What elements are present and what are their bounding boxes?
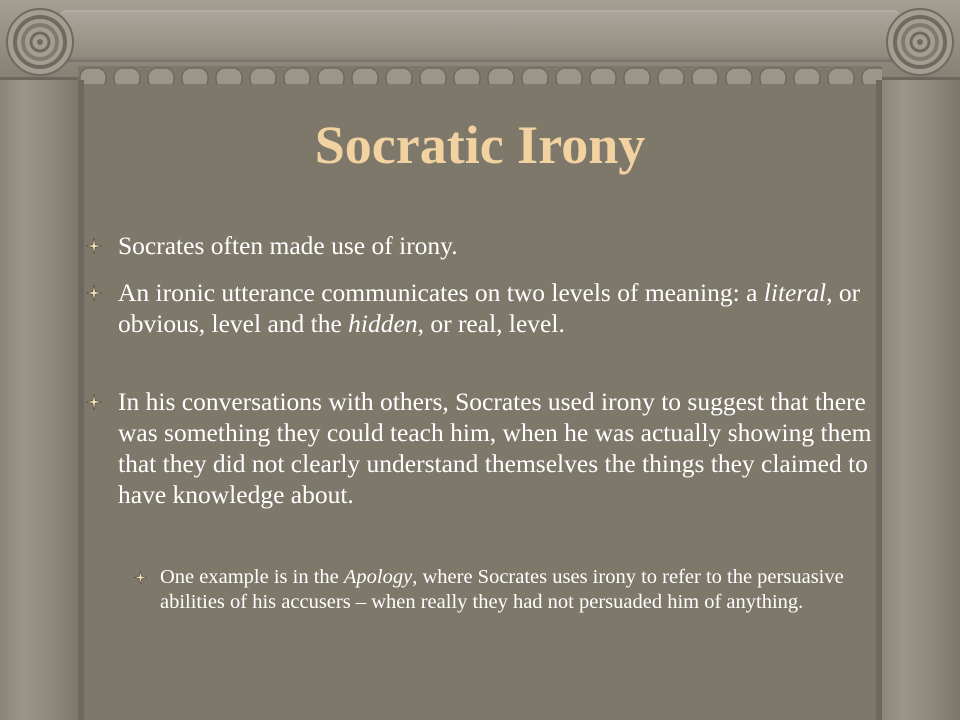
bullet-item	[118, 230, 888, 261]
italic-term-hidden: hidden	[348, 309, 418, 338]
bullet-text: Socrates often made use of irony.	[118, 231, 458, 260]
italic-term-literal: literal	[763, 278, 827, 307]
capital-bar	[60, 10, 900, 62]
bullet-item	[118, 386, 888, 510]
bullet-item	[118, 277, 888, 339]
bullet-text: An ironic utterance communicates on two levels of meaning: a	[118, 278, 764, 307]
cross-star-icon	[134, 571, 147, 584]
left-column	[0, 80, 80, 720]
sub-bullet-text: One example is in the	[160, 566, 344, 588]
slide-title: Socratic Irony	[314, 115, 646, 175]
italic-title-apology: Apology	[343, 566, 413, 588]
volute-scroll-icon	[4, 6, 76, 78]
bullet-text: , or real, level.	[417, 309, 565, 338]
bullet-text: , or obvious, level and the	[118, 278, 861, 338]
cross-star-icon	[86, 238, 102, 254]
right-column	[880, 80, 960, 720]
bullet-text: In his conversations with others, Socrates used irony to suggest that there was something they could teach him, when he was actually showing them that they did not clearly understand themselves the things they claimed to have knowledge about.	[118, 387, 872, 509]
cross-star-icon	[86, 394, 102, 410]
volute-scroll-icon	[884, 6, 956, 78]
sub-bullet-item	[160, 565, 876, 615]
sub-bullet-text: , where Socrates uses irony to refer to the persuasive abilities of his accusers – when really they had not persuaded him of anything.	[160, 566, 844, 613]
dentil-molding	[78, 66, 882, 84]
cross-star-icon	[86, 285, 102, 301]
